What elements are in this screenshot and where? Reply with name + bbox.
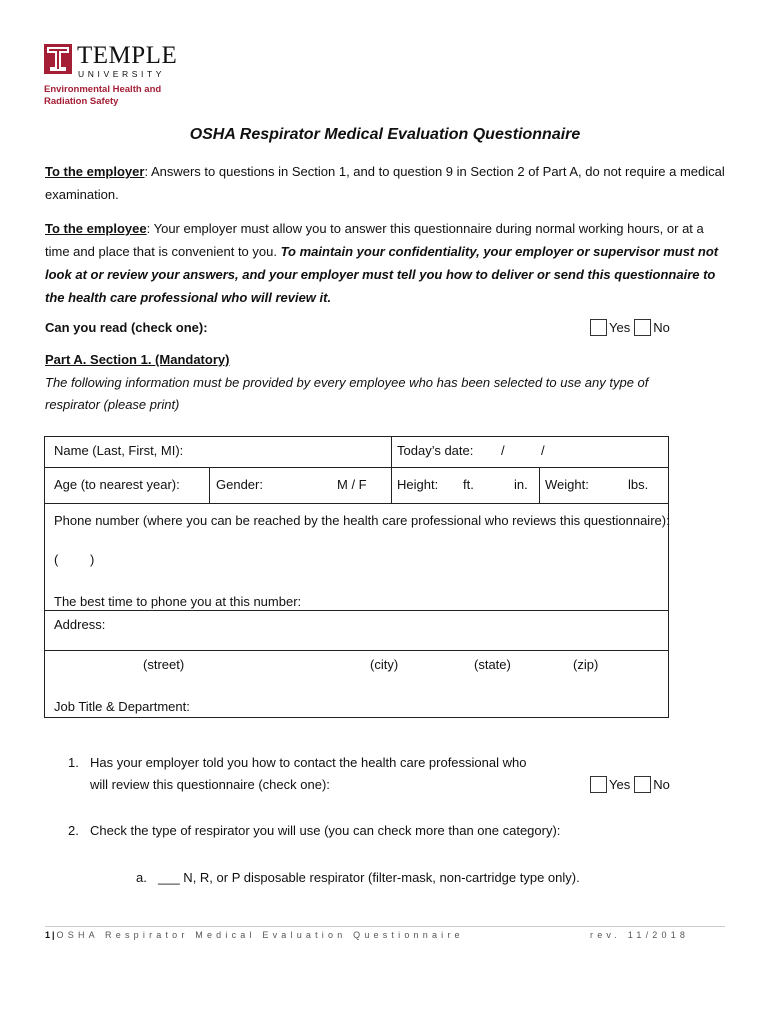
footer-left: [45, 930, 464, 940]
can-read-yes-checkbox[interactable]: [590, 319, 607, 336]
employee-label: To the employee: [45, 221, 147, 236]
phone-paren-open: (: [54, 552, 59, 567]
question-2a-letter: a.: [136, 870, 147, 885]
employer-text: : Answers to questions in Section 1, and to question 9 in Section 2 of Part A, do not require a medical examination.: [45, 164, 725, 202]
footer-page-number: 1: [45, 930, 51, 940]
address-zip-label: (zip): [573, 657, 599, 672]
can-read-no-checkbox[interactable]: [634, 319, 651, 336]
best-time-field[interactable]: The best time to phone you at this number:: [54, 594, 302, 609]
question-1-line-1: Has your employer told you how to contact the health care professional who: [90, 755, 527, 770]
dept-line-2: Radiation Safety: [44, 96, 119, 107]
employee-text: : Your employer must allow you to answer this questionnaire during normal working hours, or at a time and place that is convenient to you.: [45, 221, 704, 259]
temple-logo: [44, 44, 244, 112]
logo-department: [44, 84, 224, 108]
section-note: The following information must be provided by every employee who has been selected to use any type of respirator (please print): [45, 375, 649, 412]
footer-divider: [45, 926, 725, 927]
question-1-line-2: will review this questionnaire (check one):: [90, 777, 330, 792]
phone-paren-close: ): [90, 552, 95, 567]
footer-revision: rev. 11/2018: [590, 930, 690, 940]
height-inches-unit: in.: [514, 477, 528, 492]
employee-info-table: [44, 436, 669, 718]
age-field[interactable]: Age (to nearest year):: [54, 477, 180, 492]
logo-wordmark: TEMPLE: [77, 42, 178, 69]
can-read-yes-label: Yes: [609, 320, 631, 335]
gender-field[interactable]: Gender:: [216, 477, 263, 492]
question-1-yes-label: Yes: [609, 777, 631, 792]
address-street-label: (street): [143, 657, 185, 672]
question-1-options: [590, 776, 674, 793]
employee-emphasis: To maintain your confidentiality, your employer or supervisor must not look at or review your answers, and your employer must tell you how to deliver or send this questionnaire to the health care professional who will review it.: [45, 244, 719, 305]
section-heading: Part A. Section 1. (Mandatory): [45, 352, 230, 367]
logo-university: UNIVERSITY: [78, 69, 166, 79]
dept-line-1: Environmental Health and: [44, 84, 162, 95]
date-separator-1: /: [501, 443, 505, 458]
question-1-no-label: No: [653, 777, 670, 792]
phone-field[interactable]: Phone number (where you can be reached by the health care professional who reviews this questionnaire):: [54, 513, 670, 528]
height-field[interactable]: Height:: [397, 477, 439, 492]
footer-title: OSHA Respirator Medical Evaluation Questionnaire: [56, 930, 464, 940]
question-1-no-checkbox[interactable]: [634, 776, 651, 793]
question-2-text: Check the type of respirator you will use (you can check more than one category):: [90, 823, 561, 838]
weight-unit: lbs.: [628, 477, 649, 492]
address-field[interactable]: Address:: [54, 617, 106, 632]
can-read-label: Can you read (check one):: [45, 320, 208, 335]
question-2a-text: ___ N, R, or P disposable respirator (filter-mask, non-cartridge type only).: [158, 870, 580, 885]
question-1-yes-checkbox[interactable]: [590, 776, 607, 793]
can-read-no-label: No: [653, 320, 670, 335]
date-separator-2: /: [541, 443, 545, 458]
question-2-number: 2.: [68, 823, 79, 838]
address-city-label: (city): [370, 657, 399, 672]
question-1-number: 1.: [68, 755, 79, 770]
employer-paragraph: [45, 160, 730, 206]
date-field[interactable]: Today’s date:: [397, 443, 474, 458]
can-read-options: [590, 319, 674, 336]
footer-separator: |: [52, 930, 55, 940]
address-state-label: (state): [474, 657, 511, 672]
height-feet-unit: ft.: [463, 477, 474, 492]
weight-field[interactable]: Weight:: [545, 477, 589, 492]
employer-label: To the employer: [45, 164, 145, 179]
page-title: OSHA Respirator Medical Evaluation Questionnaire: [189, 126, 581, 143]
gender-options: M / F: [337, 477, 367, 492]
employee-paragraph: [45, 217, 730, 309]
temple-t-icon: [44, 44, 72, 74]
name-field[interactable]: Name (Last, First, MI):: [54, 443, 184, 458]
job-title-field[interactable]: Job Title & Department:: [54, 699, 190, 714]
